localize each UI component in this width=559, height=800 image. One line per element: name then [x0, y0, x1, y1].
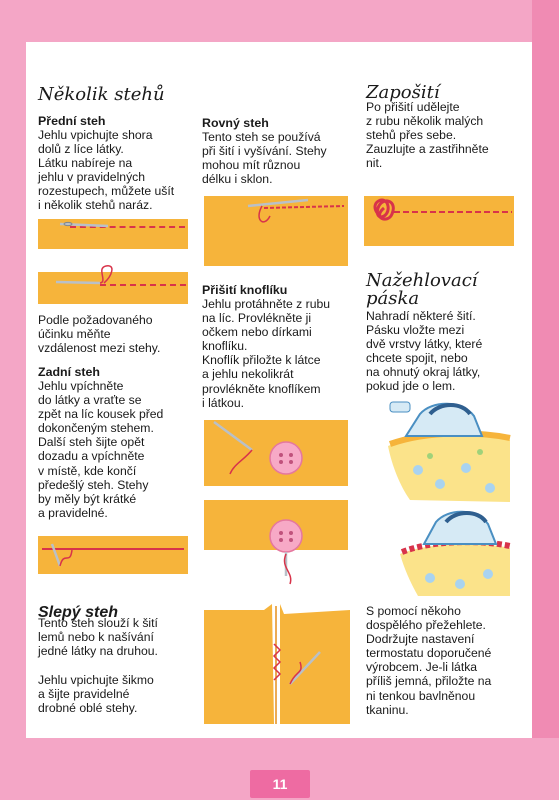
blind-stitch-illustration — [204, 604, 350, 724]
text-priseti-knofliku: Jehlu protáhněte z rubu na líc. Provlékněte ji očkem nebo dírkami knoflíku. Knoflík přiložte k látce a jehlu nekolikrát provlékněte knoflíkem i látkou. — [202, 297, 331, 410]
title-zadni-steh: Zadní steh — [38, 365, 100, 379]
heading-slepy-steh: Slepý steh — [38, 604, 119, 621]
text-rovny-steh: Tento steh se používá při šití i vyšívání. Stehy mohou mít různou délku i sklon. — [202, 130, 327, 187]
knot-stitch-icon — [364, 192, 514, 248]
text-predni-note: Podle požadovaného účinku měňte vzdálenost mezi stehy. — [38, 313, 161, 356]
page-number: 11 — [250, 770, 310, 798]
iron-illustration — [370, 508, 515, 598]
button-sewing-icon — [204, 420, 348, 486]
heading-nazehlovaci-paska: Nažehlovací páska — [366, 270, 478, 309]
heading-zaposit: Zapošití — [366, 82, 440, 103]
text-slepy-steh-2: Jehlu vpichujte šikmo a šijte pravidelné drobné oblé stehy. — [38, 673, 154, 716]
heading-nekolik-stehu: Několik stehů — [38, 84, 165, 105]
button-sewing-icon — [204, 514, 348, 584]
text-predni-steh: Jehlu vpichujte shora dolů z líce látky. Látku nabíreje na jehlu v pravidelných rozestupech, můžete ušít i několik stehů naráz. — [38, 128, 175, 213]
text-nazehlovaci-paska: Nahradí některé šití. Pásku vložte mezi dvě vrstvy látky, které chcete spojit, nebo na ohnutý okraj látky, pokud jde o lem. — [366, 309, 483, 394]
text-zadni-steh: Jehlu vpíchněte do látky a vraťte se zpět na líc kousek před dokončeným stehem. Další steh šijte opět dozadu a vpíchněte v místě, kde končí předešlý steh. Stehy by měly být krátké a pravidelné. — [38, 379, 164, 520]
needle-thread-icon — [204, 196, 348, 266]
page-edge-band — [532, 0, 559, 800]
text-zaposit: Po přišití udělejte z rubu několik malých stehů přes sebe. Zauzlujte a zastřihněte nit. — [366, 100, 489, 171]
needle-icon — [38, 214, 118, 244]
iron-illustration — [370, 396, 515, 506]
title-rovny-steh: Rovný steh — [202, 116, 269, 130]
needle-thread-icon — [38, 536, 118, 576]
needle-thread-icon — [38, 262, 148, 292]
text-slepy-steh: Tento steh slouží k šití lemů nebo k našívání jedné látky na druhou. — [38, 616, 158, 659]
text-zehleni-note: S pomocí někoho dospělého přežehlete. Dodržujte nastavení termostatu doporučené výrobcem. Je-li látka příliš jemná, přiložte na ni tenkou bavlněnou tkaninu. — [366, 604, 492, 717]
title-predni-steh: Přední steh — [38, 114, 106, 128]
title-priseti-knofliku: Přišití knoflíku — [202, 283, 288, 297]
